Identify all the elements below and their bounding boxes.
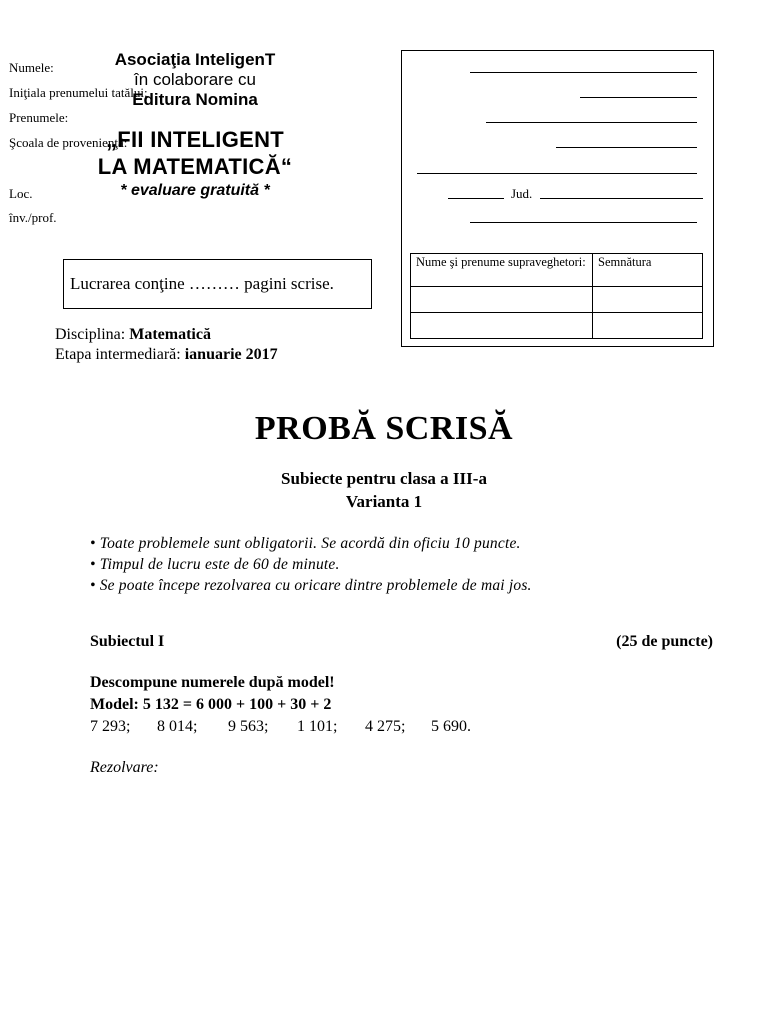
model-expression: 5 132 = 6 000 + 100 + 30 + 2 bbox=[142, 696, 332, 713]
discipline-value: Matematică bbox=[129, 326, 211, 343]
solution-label: Rezolvare: bbox=[90, 759, 159, 776]
supervisor-signature-cell-2[interactable] bbox=[593, 313, 703, 339]
organizer-name: Asociaţia InteligenT bbox=[114, 50, 276, 69]
school-field-line2[interactable] bbox=[417, 173, 697, 174]
subject-task bbox=[90, 672, 471, 738]
supervisor-name-cell-2[interactable] bbox=[411, 313, 593, 339]
task-instruction: Descompune numerele după model! bbox=[90, 674, 335, 691]
number-item: 4 275; bbox=[365, 718, 406, 735]
evaluation-note: * evaluare gratuită * bbox=[120, 182, 270, 199]
stage-value: ianuarie 2017 bbox=[184, 346, 278, 363]
father-initial-field[interactable] bbox=[580, 97, 697, 98]
number-item: 7 293; bbox=[90, 718, 131, 735]
supervisors-header: Nume şi prenume supraveghetori: bbox=[411, 254, 593, 287]
page-title: PROBĂ SCRISĂ bbox=[254, 410, 514, 447]
rule-text: Se poate începe rezolvarea cu oricare dintre problemele de mai jos. bbox=[99, 577, 532, 594]
publisher-name: Editura Nomina bbox=[132, 90, 258, 109]
county-label: Jud. bbox=[511, 186, 533, 201]
subject-label: Subiectul I bbox=[90, 633, 165, 650]
contest-title-line2: LA MATEMATICĂ“ bbox=[97, 154, 293, 179]
model-label: Model: bbox=[90, 696, 139, 713]
surname-label: Numele: bbox=[9, 60, 54, 75]
rule-text: Timpul de lucru este de 60 de minute. bbox=[99, 556, 340, 573]
father-initial-label: Iniţiala prenumelui tatălui: bbox=[9, 85, 148, 100]
supervisors-table bbox=[410, 253, 703, 339]
pages-count-box bbox=[63, 259, 372, 309]
pages-count-text: Lucrarea conţine ……… pagini scrise. bbox=[70, 274, 334, 293]
stage-line bbox=[55, 345, 278, 365]
supervisor-name-cell-1[interactable] bbox=[411, 287, 593, 313]
grade-subtitle: Subiecte pentru clasa a III-a bbox=[281, 469, 487, 488]
county-field[interactable] bbox=[540, 198, 703, 199]
number-item: 5 690. bbox=[431, 718, 471, 735]
rule-text: Toate problemele sunt obligatorii. Se acordă din oficiu 10 puncte. bbox=[99, 535, 521, 552]
locality-label: Loc. bbox=[9, 186, 33, 201]
exam-info bbox=[55, 325, 278, 365]
contest-title-line1: „FII INTELIGENT bbox=[105, 127, 285, 152]
rules-list bbox=[90, 533, 532, 596]
number-item: 9 563; bbox=[228, 718, 269, 735]
organizer-header bbox=[50, 50, 340, 202]
locality-field[interactable] bbox=[448, 198, 504, 199]
surname-field[interactable] bbox=[470, 72, 697, 73]
number-item: 1 101; bbox=[297, 718, 338, 735]
number-item: 8 014; bbox=[157, 718, 198, 735]
teacher-field[interactable] bbox=[470, 222, 697, 223]
model-line bbox=[90, 694, 471, 716]
rule-item: • Timpul de lucru este de 60 de minute. bbox=[90, 556, 340, 573]
discipline-label: Disciplina: bbox=[55, 326, 126, 343]
subject-points: (25 de puncte) bbox=[616, 633, 713, 650]
discipline-line bbox=[55, 325, 278, 345]
school-field[interactable] bbox=[556, 147, 697, 148]
collaboration-text: în colaborare cu bbox=[134, 70, 256, 89]
school-label: Şcoala de provenienţă: bbox=[9, 135, 128, 150]
rule-item: • Toate problemele sunt obligatorii. Se acordă din oficiu 10 puncte. bbox=[90, 535, 521, 552]
stage-label: Etapa intermediară: bbox=[55, 346, 181, 363]
rule-item: • Se poate începe rezolvarea cu oricare dintre problemele de mai jos. bbox=[90, 577, 532, 594]
first-name-label: Prenumele: bbox=[9, 110, 69, 125]
signature-header: Semnătura bbox=[593, 254, 703, 287]
variant-label: Varianta 1 bbox=[345, 492, 423, 511]
supervisor-signature-cell-1[interactable] bbox=[593, 287, 703, 313]
teacher-label: înv./prof. bbox=[9, 210, 57, 225]
first-name-field[interactable] bbox=[486, 122, 697, 123]
numbers-list bbox=[90, 716, 471, 738]
